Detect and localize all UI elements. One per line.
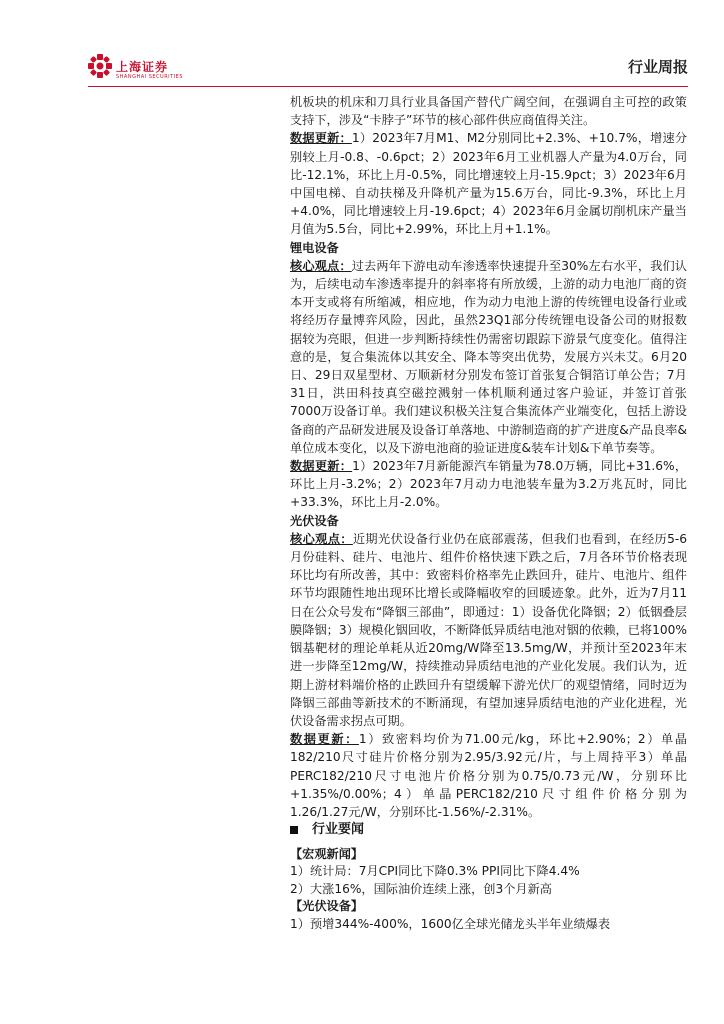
page-header xyxy=(88,46,688,86)
core-view-label: 核心观点： xyxy=(290,531,353,546)
square-bullet-icon xyxy=(290,826,298,834)
pv-core-view xyxy=(290,530,687,730)
data-update-text: 1）致密料均价为71.00元/kg，环比+2.90%；2）单晶182/210尺寸硅片价格分别为2.95/3.92元/片，与上周持平3）单晶PERC182/210尺寸电池片价格分别为0.75/0.73元/W，分别环比+1.35%/0.00%；4）单晶PERC182/210尺寸组件价格分别为1.26/1.27元/W，分别环比-1.56%/-2.31%。 xyxy=(290,732,688,819)
core-view-text: 过去两年下游电动车渗透率快速提升至30%左右水平，我们认为，后续电动车渗透率提升的斜率将有所放缓，上游的动力电池厂商的资本开支或将有所缩减，相应地，作为动力电池上游的传统锂电设备行业或将经历存量博弈风险，因此，虽然23Q1部分传统锂电设备公司的财报数据较为亮眼，但进一步判断持续性仍需密切跟踪下游景气度变化。值得注意的是，复合集流体以其安全、降本等突出优势，发展方兴未艾。6月20日、29日双星型材、万顺新材分别发布签订首张复合铜箔订单公告；7月31日，洪田科技真空磁控溅射一体机顺利通过客户验证，并签订首张7000万设备订单。我们建议积极关注复合集流体产业端变化，包括上游设备商的产品研发进展及设备订单落地、中游制造商的扩产进度&产品良率&单位成本变化，以及下游电池商的验证进度&装车计划&下单节奏等。 xyxy=(290,258,687,455)
pv-news-tag: 【光伏设备】 xyxy=(290,899,364,914)
company-logo xyxy=(88,54,208,86)
data-update-text: 1）2023年7月M1、M2分别同比+2.3%、+10.7%，增速分别较上月-0.8、-0.6pct；2）2023年6月工业机器人产量为4.0万台，同比-12.1%，环比上月-0.5%，同比增速较上月-15.9pct；3）2023年6月中国电梯、自动扶梯及升降机产量为15.6万台，同比-9.3%，环比上月+4.0%，同比增速较上月-19.6pct；4）2023年6月金属切削机床产量当月值为5.5台，同比+2.99%，环比上月+1.1%。 xyxy=(290,131,688,237)
logo-subtitle: SHANGHAI SECURITIES xyxy=(116,74,184,80)
industry-news-heading xyxy=(290,818,364,837)
lithium-core-view xyxy=(290,257,687,457)
machine-tool-intro: 机板块的机床和刀具行业具备国产替代广阔空间，在强调自主可控的政策支持下，涉及“卡脖子”环节的核心部件供应商值得关注。 xyxy=(290,95,687,128)
lithium-data-update xyxy=(290,457,687,512)
industry-news-title: 行业要闻 xyxy=(312,822,365,837)
data-update-text: 1）2023年7月新能源汽车销量为78.0万辆，同比+31.6%，环比上月-3.2%；2）2023年7月动力电池装车量为3.2万兆瓦时，同比+33.3%，环比上月-2.0%。 xyxy=(290,459,688,510)
list-item: 2）大涨16%，国际油价连续上涨，创3个月新高 xyxy=(290,881,552,896)
core-view-text: 近期光伏设备行业仍在底部震荡，但我们也看到，在经历5-6月份硅料、硅片、电池片、组件价格快速下跌之后，7月各环节价格表现环比均有所改善，其中：致密料价格率先止跌回升，硅片、电池片、组件环节均跟随性地出现环比增长或降幅收窄的回暖迹象。此外，近为7月11日在公众号发布“降铟三部曲”，即通过：1）设备优化降铟；2）低铟叠层膜降铟；3）规模化铟回收，不断降低异质结电池对铟的依赖，已将100%铟基靶材的理论单耗从近20mg/W降至13.5mg/W，并预计至2023年末进一步降至12mg/W，持续推动异质结电池的产业化发展。我们认为，近期上游材料端价格的止跌回升有望缓解下游光伏厂的观望情绪，同时迈为降铟三部曲等新技术的不断涌现，有望加速异质结电池的产业化进程，光伏设备需求拐点可期。 xyxy=(290,531,688,728)
data-update-label: 数据更新： xyxy=(290,732,359,747)
report-type-label: 行业周报 xyxy=(627,58,688,76)
machine-tool-data-update xyxy=(290,129,687,238)
pv-data-update xyxy=(290,730,687,821)
list-item: 1）预增344%-400%，1600亿全球光储龙头半年业绩爆表 xyxy=(290,916,611,931)
pv-section-title: 光伏设备 xyxy=(290,513,339,528)
main-content xyxy=(290,93,687,821)
core-view-label: 核心观点： xyxy=(290,258,352,273)
data-update-label: 数据更新： xyxy=(290,459,353,474)
list-item: 1）统计局：7月CPI同比下降0.3% PPI同比下降4.4% xyxy=(290,864,580,879)
header-divider xyxy=(88,86,688,87)
logo-emblem-icon xyxy=(88,54,112,78)
macro-news-tag: 【宏观新闻】 xyxy=(290,847,364,861)
data-update-label: 数据更新： xyxy=(290,131,352,146)
logo-text: 上海证券 xyxy=(116,60,169,74)
lithium-section-title: 锂电设备 xyxy=(290,240,339,255)
industry-news-list xyxy=(290,846,687,933)
